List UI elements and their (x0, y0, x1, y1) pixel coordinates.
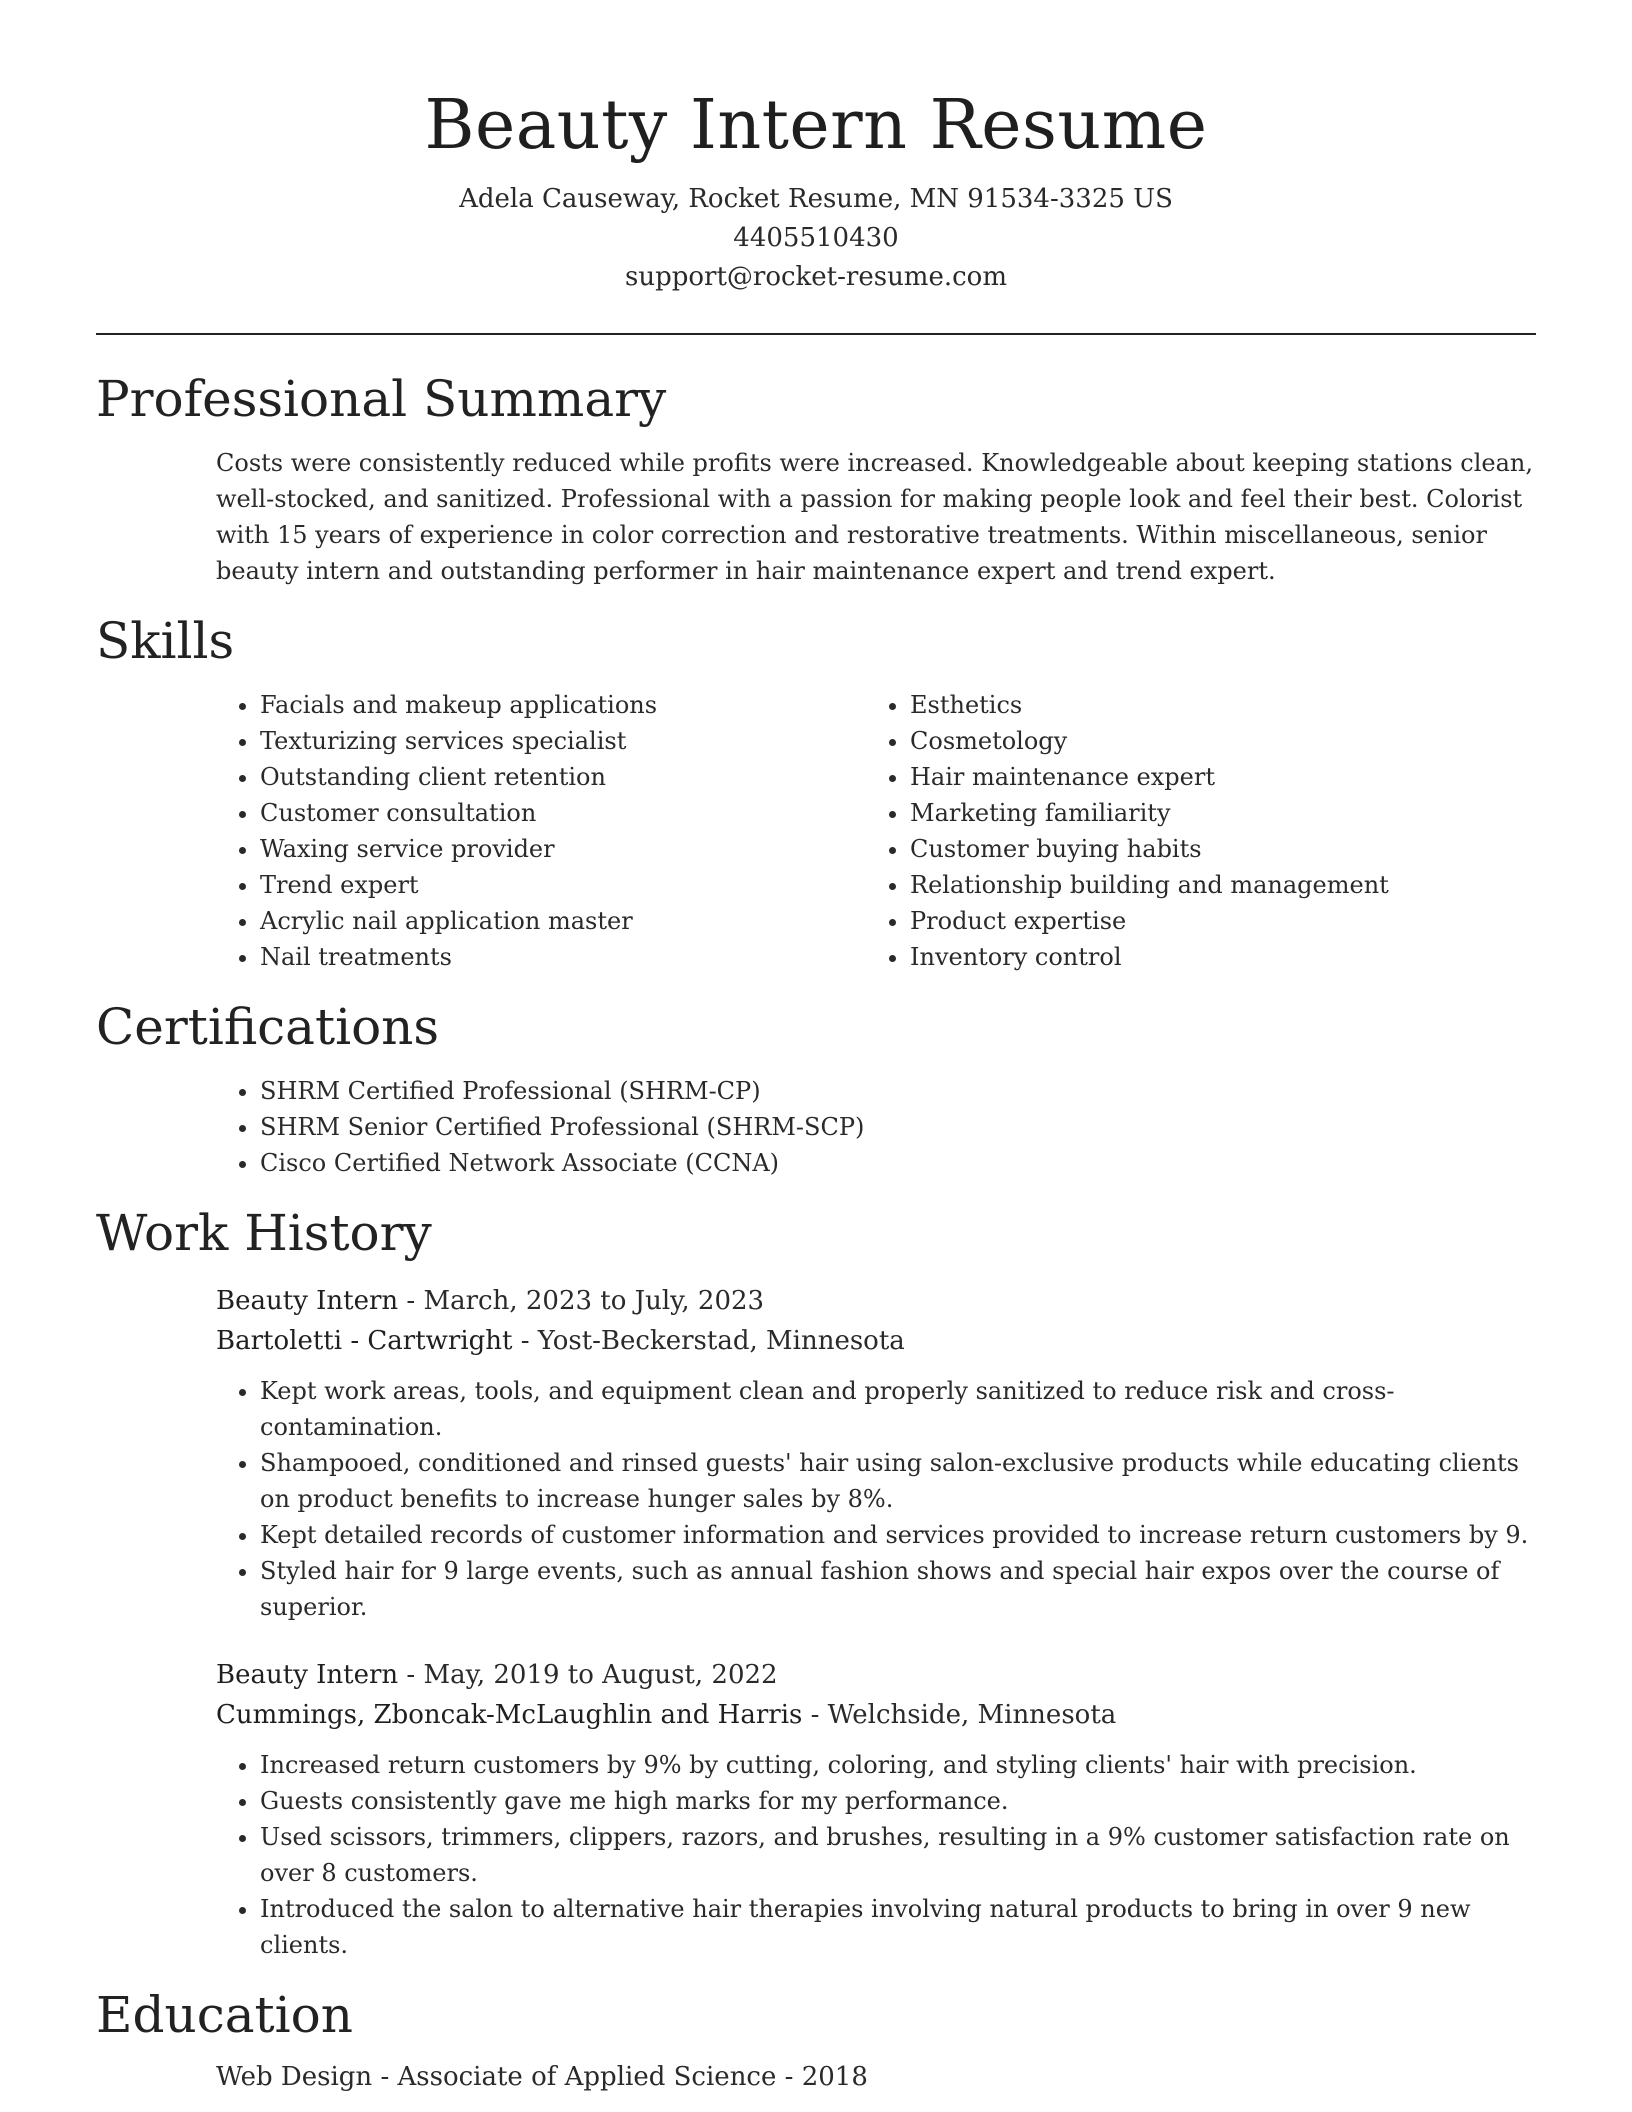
skill-item: • Cosmetology (910, 723, 1516, 759)
skill-item: • Facials and makeup applications (260, 687, 866, 723)
skill-item: • Outstanding client retention (260, 759, 866, 795)
job-bullet: • Kept work areas, tools, and equipment clean and properly sanitized to reduce risk and cross-contamination. (260, 1373, 1536, 1445)
education-heading: Education (96, 1986, 353, 2044)
header-divider (96, 333, 1536, 335)
job-location: - Yost-Beckerstad, Minnesota (512, 1326, 905, 1356)
skills-heading: Skills (96, 612, 235, 670)
contact-block (96, 180, 1536, 297)
skill-item: • Texturizing services specialist (260, 723, 866, 759)
skill-item: • Customer buying habits (910, 831, 1516, 867)
skills-column-left (216, 687, 866, 975)
job-bullet: • Shampooed, conditioned and rinsed guests' hair using salon-exclusive products while educating clients on product benefits to increase hunger sales by 8%. (260, 1445, 1536, 1517)
job-bullet: • Styled hair for 9 large events, such as annual fashion shows and special hair expos over the course of superior. (260, 1553, 1536, 1625)
skills-section (96, 611, 1536, 975)
summary-text: Costs were consistently reduced while profits were increased. Knowledgeable about keeping stations clean, well-stocked, and sanitized. Professional with a passion for making people look and feel their best. Colorist with 15 years of experience in color correction and restorative treatments. Within miscellaneous, senior beauty intern and outstanding performer in hair maintenance expert and trend expert. (216, 449, 1533, 585)
job-title-line (216, 1655, 1536, 1695)
job-entry (216, 1281, 1536, 1625)
job-company: Cummings, Zboncak-McLaughlin and Harris (216, 1700, 803, 1730)
skill-item: • Product expertise (910, 903, 1516, 939)
job-company: Bartoletti - Cartwright (216, 1326, 513, 1356)
education-entry: Web Design - Associate of Applied Science - 2018 (216, 2062, 868, 2092)
job-company-line (216, 1695, 1536, 1735)
job-location: - Welchside, Minnesota (802, 1700, 1117, 1730)
education-section (96, 1985, 1536, 2097)
job-company-line (216, 1321, 1536, 1361)
resume-title: Beauty Intern Resume (424, 86, 1208, 165)
skill-item: • Hair maintenance expert (910, 759, 1516, 795)
skill-item: • Inventory control (910, 939, 1516, 975)
job-bullet: • Increased return customers by 9% by cutting, coloring, and styling clients' hair with precision. (260, 1747, 1536, 1783)
job-bullet: • Used scissors, trimmers, clippers, razors, and brushes, resulting in a 9% customer satisfaction rate on over 8 customers. (260, 1819, 1536, 1891)
job-title-line (216, 1281, 1536, 1321)
summary-heading: Professional Summary (96, 370, 667, 428)
certification-item: • Cisco Certified Network Associate (CCNA) (260, 1145, 1536, 1181)
job-bullet: • Guests consistently gave me high marks for my performance. (260, 1783, 1536, 1819)
job-entry (216, 1655, 1536, 1963)
contact-email: support@rocket-resume.com (624, 262, 1007, 292)
job-title: Beauty Intern (216, 1286, 399, 1316)
skill-item: • Marketing familiarity (910, 795, 1516, 831)
work-heading: Work History (96, 1204, 432, 1262)
skill-item: • Nail treatments (260, 939, 866, 975)
resume-page (96, 0, 1536, 2097)
skill-item: • Trend expert (260, 867, 866, 903)
contact-phone: 4405510430 (733, 223, 899, 253)
certification-item: • SHRM Senior Certified Professional (SHRM-SCP) (260, 1109, 1536, 1145)
skills-columns (216, 687, 1536, 975)
job-dates: - March, 2023 to July, 2023 (398, 1286, 765, 1316)
skill-item: • Esthetics (910, 687, 1516, 723)
skills-column-right (866, 687, 1516, 975)
skill-item: • Acrylic nail application master (260, 903, 866, 939)
certifications-heading: Certifications (96, 998, 440, 1056)
job-bullet: • Kept detailed records of customer information and services provided to increase return customers by 9. (260, 1517, 1536, 1553)
job-bullet: • Introduced the salon to alternative hair therapies involving natural products to bring in over 9 new clients. (260, 1891, 1536, 1963)
skill-item: • Waxing service provider (260, 831, 866, 867)
resume-header (96, 0, 1536, 297)
job-dates: - May, 2019 to August, 2022 (398, 1660, 778, 1690)
contact-address: Adela Causeway, Rocket Resume, MN 91534-3325 US (459, 184, 1173, 214)
skill-item: • Customer consultation (260, 795, 866, 831)
certification-item: • SHRM Certified Professional (SHRM-CP) (260, 1073, 1536, 1109)
summary-section (96, 369, 1536, 589)
skill-item: • Relationship building and management (910, 867, 1516, 903)
certifications-section (96, 997, 1536, 1181)
work-section (96, 1203, 1536, 1963)
job-title: Beauty Intern (216, 1660, 399, 1690)
